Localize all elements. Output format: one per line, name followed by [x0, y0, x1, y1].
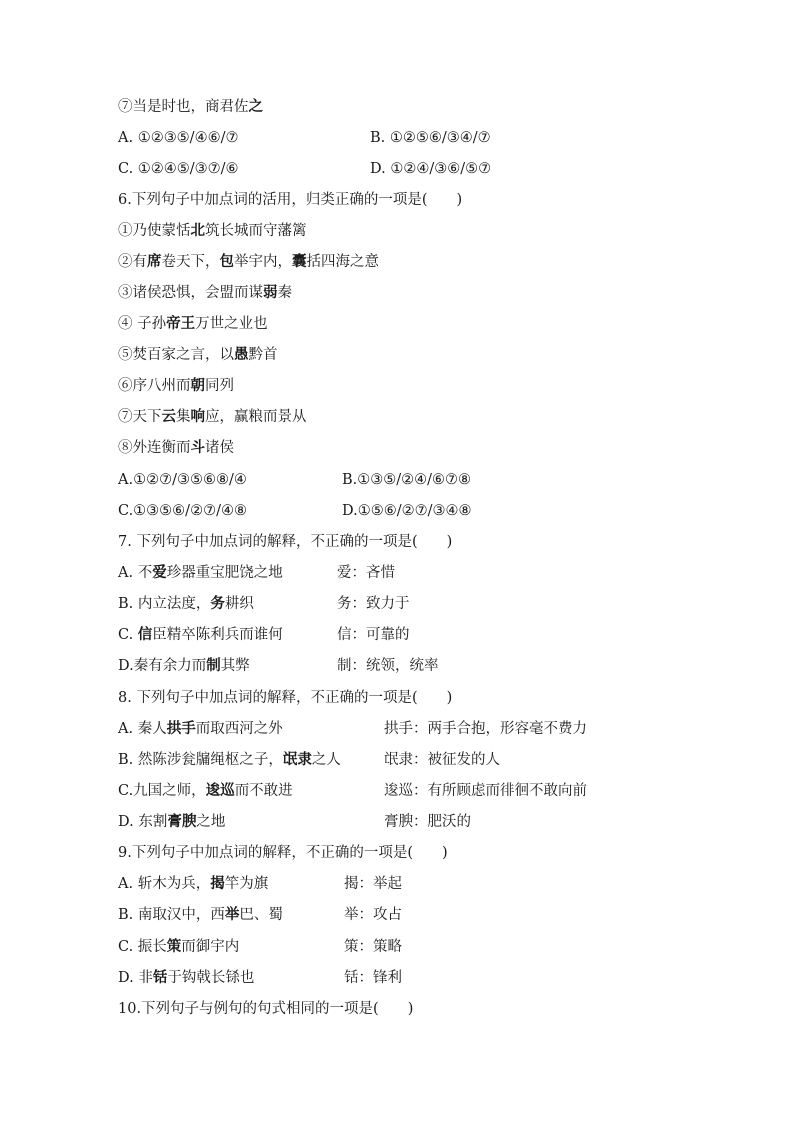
q6-sentence-6: [118, 376, 234, 396]
text: 黔首: [248, 347, 278, 363]
text: ②有: [118, 254, 147, 270]
dotted-word: 帝王: [166, 315, 196, 332]
dotted-word: 斗: [190, 439, 205, 456]
text: 举宇内，: [234, 254, 292, 270]
dotted-word: 爱: [152, 564, 167, 581]
text: ⑤焚百家之言，以: [118, 347, 234, 363]
dotted-word: 举: [224, 906, 240, 923]
q5-option-a: [118, 128, 238, 148]
dotted-word: 囊: [292, 253, 307, 270]
text: A. 秦人: [118, 721, 167, 737]
text: B. 内立法度，: [118, 596, 211, 612]
q9-option-b: [118, 905, 283, 925]
q5-sentence-7: [118, 97, 263, 117]
text: 括四海之意: [306, 254, 379, 270]
q8-option-c: [118, 781, 293, 801]
text: 竿为旗: [224, 876, 269, 892]
text: 卷天下，: [161, 254, 220, 270]
q6-sentence-8: [118, 438, 234, 458]
dotted-word: 弱: [263, 284, 278, 301]
q7-option-c: [118, 625, 283, 645]
dotted-word: 拱手: [166, 720, 196, 737]
q9-option-a: [118, 874, 268, 894]
q7-option-c-explanation: 信：可靠的: [337, 627, 410, 643]
text: 之地: [196, 814, 226, 830]
text: 巴、蜀: [239, 907, 283, 923]
q6-sentence-5: [118, 345, 278, 365]
text: 集: [176, 409, 191, 425]
text: B. 南取汉中，西: [118, 907, 225, 923]
dotted-word: 膏腴: [167, 813, 197, 830]
text: 之人: [311, 752, 341, 768]
text: ③诸侯恐惧，会盟而谋: [118, 285, 263, 301]
text: ⑥序八州而: [118, 378, 191, 394]
dotted-word: 之: [248, 98, 263, 115]
q10-stem: 10.下列句子与例句的句式相同的一项是( ): [118, 1001, 414, 1017]
q8-option-d-explanation: 膏腴：肥沃的: [384, 814, 471, 830]
dotted-word: 响: [190, 408, 205, 425]
text: D.秦有余力而: [118, 658, 207, 674]
dotted-word: 席: [147, 253, 162, 270]
q6-sentence-3: [118, 283, 292, 303]
text: 耕织: [224, 596, 254, 612]
text: ④ 子孙: [118, 316, 167, 332]
dotted-word: 策: [166, 938, 182, 955]
text: A. 不: [118, 565, 153, 581]
text: ①乃使蒙恬: [118, 223, 191, 239]
text: D. 非: [118, 970, 153, 986]
q7-option-a-explanation: 爱：吝惜: [337, 565, 395, 581]
text: A. 斩木为兵，: [118, 876, 211, 892]
q9-stem: 9.下列句子中加点词的解释，不正确的一项是( ): [118, 845, 448, 861]
text: 其弊: [220, 658, 250, 674]
q6-option-b: B.①③⑤/②④/⑥⑦⑧: [342, 472, 472, 488]
text: 而御宇内: [181, 939, 240, 955]
text: 臣精卒陈利兵而谁何: [152, 627, 283, 643]
q8-option-d: [118, 812, 225, 832]
text: 于钩戟长铩也: [167, 970, 255, 986]
dotted-word: 铦: [152, 969, 168, 986]
dotted-word: 制: [206, 657, 221, 674]
q8-option-c-explanation: 逡巡：有所顾虑而徘徊不敢向前: [384, 783, 587, 799]
dotted-word: 氓隶: [282, 751, 312, 768]
q5-option-b: [370, 128, 491, 148]
q8-stem: 8. 下列句子中加点词的解释，不正确的一项是( ): [118, 690, 453, 706]
text: ⑦当是时也，商君佐: [118, 99, 249, 115]
q9-option-d: [118, 968, 254, 988]
option-text: C. ①②④⑤/③⑦/⑥: [118, 161, 239, 177]
text: 万世之业也: [195, 316, 268, 332]
q6-sentence-7: [118, 407, 307, 427]
text: 而不敢进: [234, 783, 293, 799]
q6-sentence-1: [118, 221, 307, 241]
q8-option-b-explanation: 氓隶：被征发的人: [384, 752, 500, 768]
text: 秦: [277, 285, 292, 301]
q7-option-b: [118, 594, 254, 614]
q9-option-b-explanation: 举：攻占: [344, 907, 402, 923]
q8-option-b: [118, 750, 341, 770]
q9-option-d-explanation: 铦：锋利: [344, 970, 402, 986]
dotted-word: 逡巡: [205, 782, 235, 799]
text: 珍器重宝肥饶之地: [166, 565, 283, 581]
q6-option-a: A.①②⑦/③⑤⑥⑧/④: [118, 472, 247, 488]
q7-option-a: [118, 563, 283, 583]
q7-option-d: [118, 656, 250, 676]
q6-sentence-4: [118, 314, 268, 334]
text: ⑦天下: [118, 409, 162, 425]
dotted-word: 北: [190, 222, 205, 239]
q6-stem: 6.下列句子中加点词的活用，归类正确的一项是( ): [118, 192, 463, 208]
dotted-word: 务: [210, 595, 225, 612]
text: C.: [118, 627, 138, 643]
text: B. 然陈涉瓮牖绳枢之子，: [118, 752, 283, 768]
dotted-word: 信: [137, 626, 153, 643]
q5-option-c: [118, 159, 239, 179]
q7-option-b-explanation: 务：致力于: [337, 596, 410, 612]
text: 应，赢粮而景从: [205, 409, 307, 425]
dotted-word: 揭: [210, 875, 225, 892]
text: C.九国之师，: [118, 783, 206, 799]
q8-option-a-explanation: 拱手：两手合抱，形容毫不费力: [384, 721, 587, 737]
q6-sentence-2: [118, 252, 379, 272]
dotted-word: 云: [161, 408, 176, 425]
q9-option-c-explanation: 策：策略: [344, 939, 402, 955]
text: ⑧外连衡而: [118, 440, 191, 456]
q9-option-c: [118, 937, 239, 957]
option-text: A. ①②③⑤/④⑥/⑦: [118, 130, 239, 146]
text: C. 振长: [118, 939, 167, 955]
q9-option-a-explanation: 揭：举起: [344, 876, 402, 892]
q7-option-d-explanation: 制：统领，统率: [337, 658, 439, 674]
q6-option-c: C.①③⑤⑥/②⑦/④⑧: [118, 503, 247, 519]
text: 诸侯: [205, 440, 234, 456]
q8-option-a: [118, 719, 283, 739]
text: 而取西河之外: [195, 721, 283, 737]
q6-option-d: D.①⑤⑥/②⑦/③④⑧: [342, 503, 472, 519]
option-text: B. ①②⑤⑥/③④/⑦: [370, 130, 491, 146]
text: 筑长城而守藩篱: [205, 223, 307, 239]
dotted-word: 愚: [234, 346, 249, 363]
dotted-word: 包: [219, 253, 234, 270]
text: 同列: [205, 378, 234, 394]
dotted-word: 朝: [190, 377, 205, 394]
q7-stem: 7. 下列句子中加点词的解释，不正确的一项是( ): [118, 534, 453, 550]
text: D. 东割: [118, 814, 168, 830]
q5-option-d: [370, 159, 491, 179]
option-text: D. ①②④/③⑥/⑤⑦: [370, 161, 492, 177]
